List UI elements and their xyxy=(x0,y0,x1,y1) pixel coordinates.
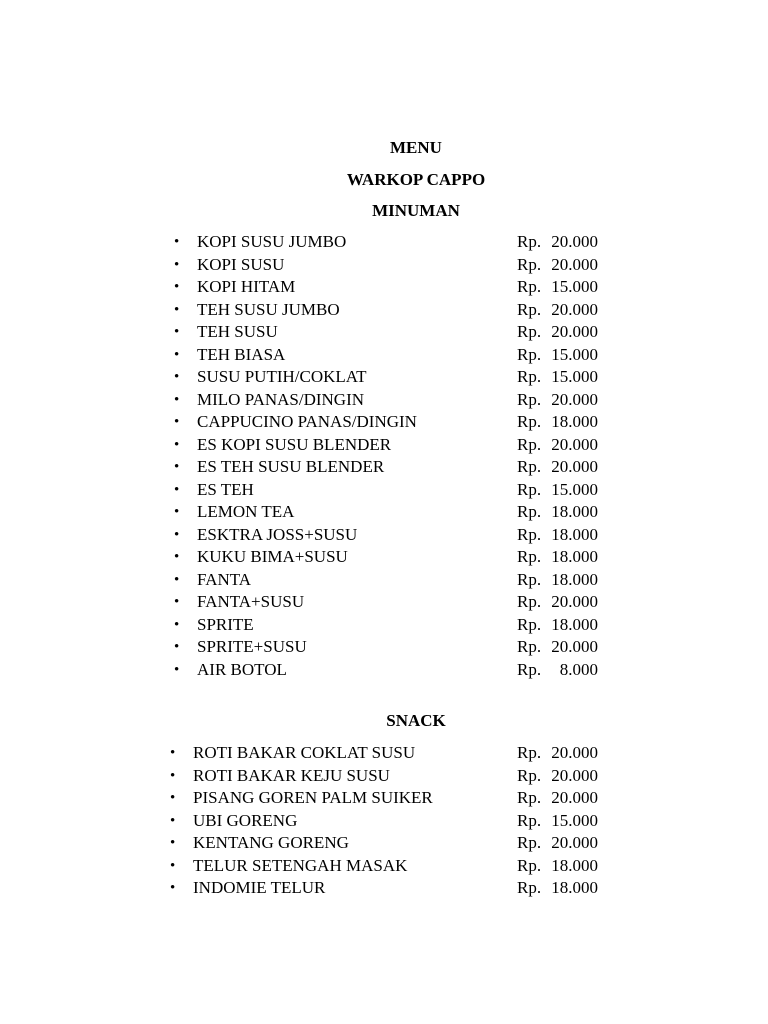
menu-item-name: TEH SUSU JUMBO xyxy=(197,299,340,319)
price-amount: 15.000 xyxy=(551,810,598,830)
menu-item xyxy=(0,591,768,614)
bullet-icon: • xyxy=(170,857,176,874)
price-currency: Rp. xyxy=(517,614,542,634)
bullet-icon: • xyxy=(174,256,180,273)
menu-item xyxy=(0,411,768,434)
menu-item-name: KOPI HITAM xyxy=(197,277,296,296)
bullet-icon: • xyxy=(174,481,180,498)
bullet-icon: • xyxy=(174,571,180,588)
menu-item xyxy=(0,434,768,457)
menu-item xyxy=(0,546,768,569)
menu-item-name: KENTANG GORENG xyxy=(193,833,349,852)
price-currency: Rp. xyxy=(517,765,542,785)
bullet-icon: • xyxy=(174,526,180,543)
menu-item-name: KOPI SUSU xyxy=(197,254,285,274)
price-currency: Rp. xyxy=(517,434,542,454)
bullet-icon: • xyxy=(174,346,180,363)
price-currency: Rp. xyxy=(517,569,542,589)
restaurant-name: WARKOP CAPPO xyxy=(346,170,486,189)
bullet-icon: • xyxy=(174,436,180,453)
menu-item-name: MILO PANAS/DINGIN xyxy=(197,389,365,409)
price-currency: Rp. xyxy=(517,277,542,296)
price-amount: 20.000 xyxy=(551,322,598,341)
menu-item-name: KUKU BIMA+SUSU xyxy=(197,547,348,566)
section-heading-snack: SNACK xyxy=(386,711,446,730)
price-currency: Rp. xyxy=(517,547,542,566)
bullet-icon: • xyxy=(174,301,180,318)
price-currency: Rp. xyxy=(517,524,542,544)
price-amount: 20.000 xyxy=(551,765,598,785)
menu-item xyxy=(0,524,768,547)
price-currency: Rp. xyxy=(517,637,542,656)
price-amount: 18.000 xyxy=(551,878,598,897)
menu-item-name: TEH BIASA xyxy=(197,344,286,364)
price-currency: Rp. xyxy=(517,322,542,341)
menu-item-name: SUSU PUTIH/COKLAT xyxy=(197,367,367,386)
price-currency: Rp. xyxy=(517,788,542,807)
menu-item xyxy=(0,299,768,322)
price-amount: 20.000 xyxy=(551,743,598,762)
menu-item xyxy=(0,742,768,765)
bullet-icon: • xyxy=(174,639,180,655)
price-amount: 18.000 xyxy=(551,614,598,634)
menu-item xyxy=(0,636,768,659)
menu-item xyxy=(0,569,768,592)
price-amount: 20.000 xyxy=(551,457,598,476)
menu-title: MENU xyxy=(390,138,442,157)
price-currency: Rp. xyxy=(517,810,542,830)
menu-item xyxy=(0,810,768,833)
menu-item xyxy=(0,787,768,810)
price-amount: 15.000 xyxy=(551,367,598,386)
bullet-icon: • xyxy=(174,234,180,250)
price-currency: Rp. xyxy=(517,659,542,679)
price-amount: 20.000 xyxy=(551,833,598,852)
bullet-icon: • xyxy=(174,459,180,475)
price-amount: 20.000 xyxy=(551,299,598,319)
menu-item xyxy=(0,231,768,254)
price-currency: Rp. xyxy=(517,232,542,251)
menu-item xyxy=(0,832,768,855)
menu-item-name: FANTA xyxy=(197,569,252,589)
menu-item-name: ESKTRA JOSS+SUSU xyxy=(197,524,358,544)
menu-item xyxy=(0,344,768,367)
price-currency: Rp. xyxy=(517,367,542,386)
menu-item xyxy=(0,366,768,389)
menu-item xyxy=(0,254,768,277)
menu-item-name: FANTA+SUSU xyxy=(197,592,305,611)
menu-item-name: ES TEH xyxy=(197,479,254,499)
menu-item-name: ROTI BAKAR KEJU SUSU xyxy=(193,765,390,785)
menu-item xyxy=(0,276,768,299)
price-currency: Rp. xyxy=(517,743,542,762)
bullet-icon: • xyxy=(170,880,176,896)
bullet-icon: • xyxy=(170,790,176,806)
menu-item-name: UBI GORENG xyxy=(193,810,298,830)
price-currency: Rp. xyxy=(517,502,542,521)
price-amount: 18.000 xyxy=(551,855,598,875)
price-amount: 20.000 xyxy=(551,232,598,251)
price-currency: Rp. xyxy=(517,389,542,409)
bullet-icon: • xyxy=(174,616,180,633)
price-currency: Rp. xyxy=(517,592,542,611)
price-amount: 15.000 xyxy=(551,277,598,296)
menu-item xyxy=(0,501,768,524)
price-amount: 15.000 xyxy=(551,344,598,364)
menu-item xyxy=(0,614,768,637)
bullet-icon: • xyxy=(174,414,180,430)
price-currency: Rp. xyxy=(517,299,542,319)
snack-list xyxy=(0,742,768,900)
menu-item xyxy=(0,321,768,344)
menu-item-name: TEH SUSU xyxy=(197,322,278,341)
menu-item-name: ES TEH SUSU BLENDER xyxy=(197,457,385,476)
section-heading-minuman: MINUMAN xyxy=(372,201,460,220)
price-currency: Rp. xyxy=(517,833,542,852)
menu-item xyxy=(0,479,768,502)
bullet-icon: • xyxy=(174,279,180,295)
price-currency: Rp. xyxy=(517,412,542,431)
price-currency: Rp. xyxy=(517,479,542,499)
price-amount: 18.000 xyxy=(551,412,598,431)
bullet-icon: • xyxy=(170,812,176,829)
menu-item-name: ES KOPI SUSU BLENDER xyxy=(197,434,392,454)
price-amount: 18.000 xyxy=(551,569,598,589)
bullet-icon: • xyxy=(174,324,180,340)
price-amount: 8.000 xyxy=(559,659,598,679)
price-amount: 20.000 xyxy=(551,389,598,409)
price-amount: 18.000 xyxy=(551,524,598,544)
price-amount: 18.000 xyxy=(551,547,598,566)
menu-item xyxy=(0,855,768,878)
bullet-icon: • xyxy=(174,391,180,408)
drinks-list xyxy=(0,231,768,681)
menu-item-name: SPRITE xyxy=(197,614,254,634)
menu-item xyxy=(0,659,768,682)
bullet-icon: • xyxy=(174,549,180,565)
menu-item-name: KOPI SUSU JUMBO xyxy=(197,232,347,251)
price-amount: 20.000 xyxy=(551,788,598,807)
bullet-icon: • xyxy=(170,767,176,784)
bullet-icon: • xyxy=(170,835,176,851)
bullet-icon: • xyxy=(174,504,180,520)
price-amount: 20.000 xyxy=(551,637,598,656)
bullet-icon: • xyxy=(174,661,180,678)
price-amount: 20.000 xyxy=(551,592,598,611)
price-amount: 20.000 xyxy=(551,434,598,454)
price-currency: Rp. xyxy=(517,254,542,274)
price-amount: 15.000 xyxy=(551,479,598,499)
menu-item-name: INDOMIE TELUR xyxy=(193,878,326,897)
bullet-icon: • xyxy=(174,369,180,385)
bullet-icon: • xyxy=(174,594,180,610)
bullet-icon: • xyxy=(170,745,176,761)
price-amount: 20.000 xyxy=(551,254,598,274)
price-currency: Rp. xyxy=(517,457,542,476)
menu-item-name: ROTI BAKAR COKLAT SUSU xyxy=(193,743,416,762)
menu-item-name: SPRITE+SUSU xyxy=(197,637,307,656)
menu-item-name: LEMON TEA xyxy=(197,502,295,521)
menu-item xyxy=(0,456,768,479)
menu-item xyxy=(0,765,768,788)
price-currency: Rp. xyxy=(517,344,542,364)
menu-item-name: CAPPUCINO PANAS/DINGIN xyxy=(197,412,417,431)
menu-item xyxy=(0,389,768,412)
price-amount: 18.000 xyxy=(551,502,598,521)
menu-item xyxy=(0,877,768,900)
price-currency: Rp. xyxy=(517,855,542,875)
price-currency: Rp. xyxy=(517,878,542,897)
menu-item-name: TELUR SETENGAH MASAK xyxy=(193,855,408,875)
menu-item-name: PISANG GOREN PALM SUIKER xyxy=(193,788,433,807)
menu-item-name: AIR BOTOL xyxy=(197,659,287,679)
